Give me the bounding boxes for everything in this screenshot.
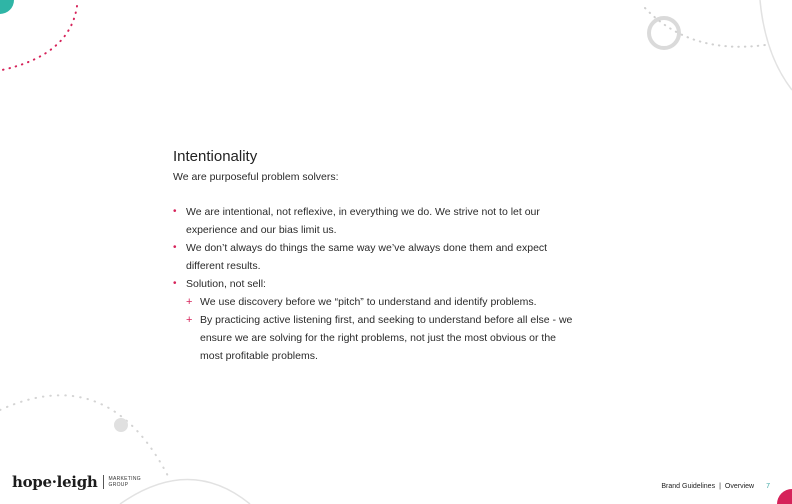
- logo-subtitle: [109, 476, 141, 488]
- gray-dot-decoration: [114, 418, 128, 432]
- plus-icon: +: [186, 296, 193, 308]
- section-heading: Intentionality: [173, 148, 258, 165]
- gray-dotted-arc: [645, 8, 765, 47]
- intro-text: We are purposeful problem solvers:: [173, 171, 339, 183]
- footer-separator: |: [719, 483, 721, 490]
- logo-line-2: GROUP: [108, 482, 129, 488]
- bullet-item: [173, 239, 573, 275]
- plus-icon: +: [186, 314, 193, 326]
- bullet-item: [173, 275, 573, 365]
- sub-bullet-list: [186, 293, 573, 365]
- pink-circle-decoration: [777, 489, 792, 504]
- sub-bullet-item: [186, 311, 573, 365]
- bullet-text: Solution, not sell:: [186, 278, 266, 290]
- logo-wordmark: hope·leigh: [12, 473, 98, 491]
- pink-dotted-arc: [2, 6, 77, 70]
- page-number: 7: [766, 483, 770, 490]
- bullet-item: [173, 203, 573, 239]
- teal-circle-decoration: [0, 0, 14, 14]
- page-footer: [661, 483, 770, 490]
- hope-leigh-logo: [12, 473, 141, 491]
- bullet-text: We are intentional, not reflexive, in everything we do. We strive not to let our experience and our bias limit us.: [186, 206, 540, 236]
- bullet-dot-icon: •: [173, 206, 177, 217]
- bullet-list: [173, 203, 573, 365]
- footer-doc-title: Brand Guidelines: [661, 483, 716, 490]
- logo-line-1: MARKETING: [108, 476, 141, 482]
- footer-section: Overview: [724, 483, 755, 490]
- bullet-dot-icon: •: [173, 278, 177, 289]
- main-content: [173, 148, 573, 365]
- gray-ring-decoration: [649, 18, 679, 48]
- sub-bullet-text: By practicing active listening first, and seeking to understand before all else - we ensure we are solving for the right problems, not just the most obvious or the most profitable problems.: [200, 314, 573, 362]
- sub-bullet-item: [186, 293, 573, 311]
- bullet-text: We don’t always do things the same way we’ve always done them and expect different results.: [186, 242, 548, 272]
- gray-dotted-arc-bottom: [0, 395, 170, 480]
- logo-divider: [103, 475, 104, 489]
- sub-bullet-text: We use discovery before we “pitch” to understand and identify problems.: [200, 296, 537, 308]
- bullet-dot-icon: •: [173, 242, 177, 253]
